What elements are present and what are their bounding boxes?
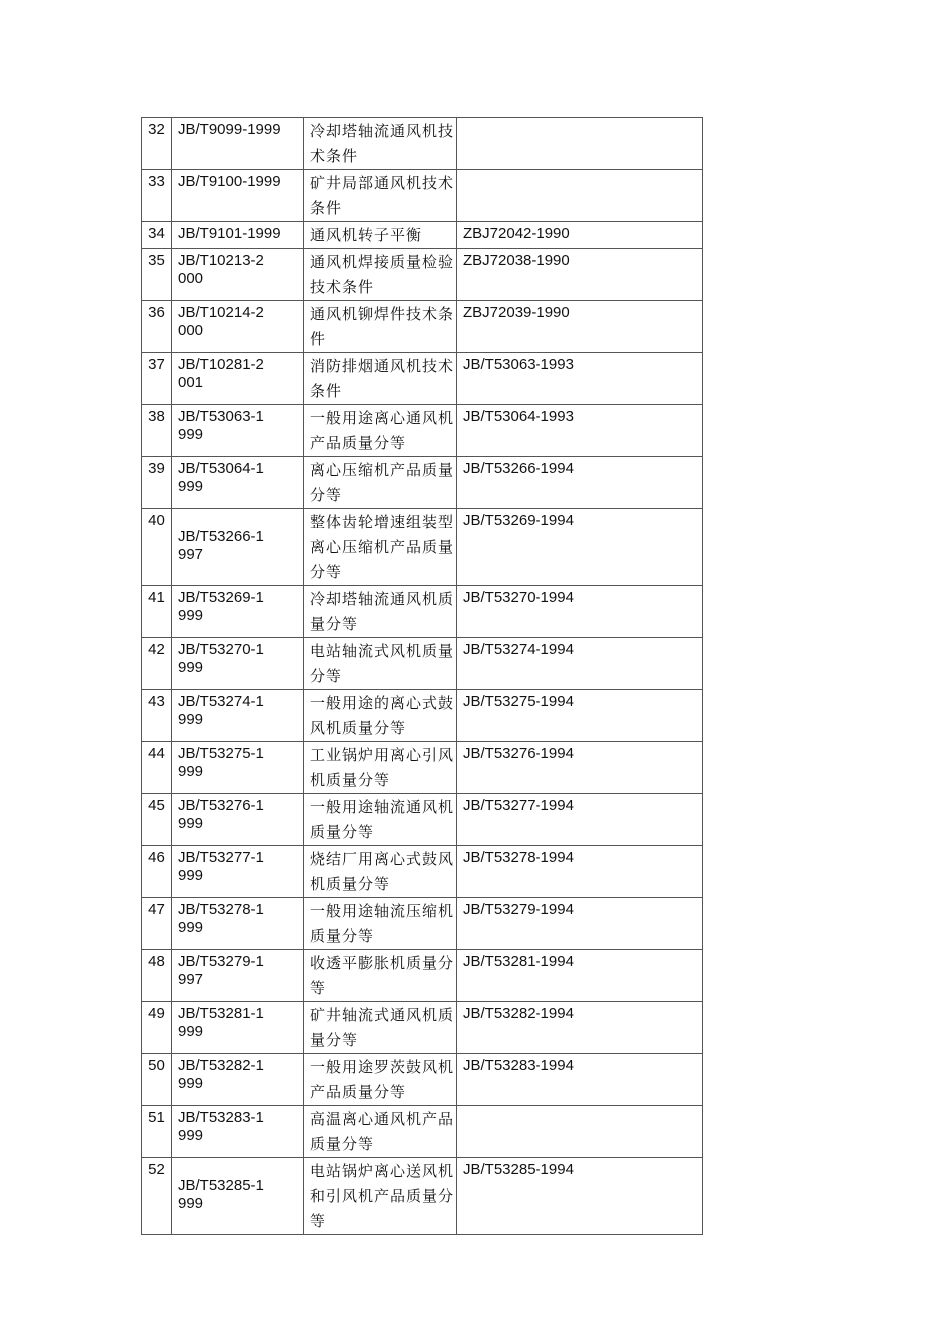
- standard-name-cell: [304, 586, 457, 638]
- row-number: 49: [148, 1005, 165, 1022]
- row-number-cell: [142, 794, 172, 846]
- row-number-cell: [142, 118, 172, 170]
- standard-name: 电站轴流式风机质量分等: [310, 642, 455, 685]
- standard-name-cell: [304, 1002, 457, 1054]
- standard-code: JB/T53063-1999: [178, 408, 264, 443]
- standards-table: [141, 117, 703, 1235]
- standards-table-body: [142, 118, 703, 1235]
- row-number-cell: [142, 742, 172, 794]
- row-number: 37: [148, 356, 165, 373]
- replaced-standard: ZBJ72038-1990: [463, 252, 570, 269]
- standard-code: JB/T10213-2000: [178, 252, 264, 287]
- replaced-standard: JB/T53270-1994: [463, 589, 574, 606]
- standard-code: JB/T53278-1999: [178, 901, 264, 936]
- standard-name-cell: [304, 457, 457, 509]
- standard-name: 一般用途轴流通风机质量分等: [310, 798, 455, 841]
- standard-name: 消防排烟通风机技术条件: [310, 357, 455, 400]
- row-number-cell: [142, 509, 172, 586]
- replaced-standard: JB/T53278-1994: [463, 849, 574, 866]
- row-number-cell: [142, 222, 172, 249]
- table-row: [142, 1054, 703, 1106]
- standard-code-cell: [172, 638, 304, 690]
- row-number: 43: [148, 693, 165, 710]
- standard-name-cell: [304, 1106, 457, 1158]
- replaced-standard: JB/T53063-1993: [463, 356, 574, 373]
- standard-name: 通风机转子平衡: [310, 226, 423, 244]
- replaced-standard-cell: [457, 457, 703, 509]
- row-number-cell: [142, 690, 172, 742]
- replaced-standard: JB/T53269-1994: [463, 512, 574, 529]
- table-row: [142, 1106, 703, 1158]
- replaced-standard-cell: [457, 170, 703, 222]
- replaced-standard: [463, 170, 702, 173]
- replaced-standard-cell: [457, 353, 703, 405]
- standard-code: JB/T53283-1999: [178, 1109, 264, 1144]
- table-row: [142, 353, 703, 405]
- row-number: 35: [148, 252, 165, 269]
- standard-code-cell: [172, 405, 304, 457]
- table-row: [142, 1002, 703, 1054]
- table-row: [142, 170, 703, 222]
- standard-name: 电站锅炉离心送风机和引风机产品质量分等: [310, 1162, 455, 1230]
- replaced-standard: JB/T53274-1994: [463, 641, 574, 658]
- row-number-cell: [142, 846, 172, 898]
- row-number: 44: [148, 745, 165, 762]
- standard-code-cell: [172, 586, 304, 638]
- standard-name-cell: [304, 794, 457, 846]
- replaced-standard-cell: [457, 118, 703, 170]
- standard-name-cell: [304, 1158, 457, 1235]
- table-row: [142, 638, 703, 690]
- row-number-cell: [142, 301, 172, 353]
- row-number: 47: [148, 901, 165, 918]
- row-number: 52: [148, 1161, 165, 1178]
- replaced-standard-cell: [457, 794, 703, 846]
- standard-name-cell: [304, 353, 457, 405]
- replaced-standard-cell: [457, 509, 703, 586]
- replaced-standard: [463, 118, 702, 121]
- standard-code: JB/T53064-1999: [178, 460, 264, 495]
- standard-name-cell: [304, 509, 457, 586]
- standard-name-cell: [304, 1054, 457, 1106]
- standard-name-cell: [304, 846, 457, 898]
- row-number-cell: [142, 249, 172, 301]
- standard-name-cell: [304, 118, 457, 170]
- row-number-cell: [142, 1002, 172, 1054]
- replaced-standard-cell: [457, 301, 703, 353]
- table-row: [142, 950, 703, 1002]
- standard-name-cell: [304, 742, 457, 794]
- standard-code-cell: [172, 222, 304, 249]
- replaced-standard: JB/T53266-1994: [463, 460, 574, 477]
- standard-code-cell: [172, 1106, 304, 1158]
- standard-code-cell: [172, 353, 304, 405]
- replaced-standard-cell: [457, 1106, 703, 1158]
- standard-code: JB/T9101-1999: [178, 225, 281, 242]
- row-number: 51: [148, 1109, 165, 1126]
- row-number-cell: [142, 405, 172, 457]
- standard-code-cell: [172, 457, 304, 509]
- table-row: [142, 742, 703, 794]
- standard-name-cell: [304, 690, 457, 742]
- row-number: 50: [148, 1057, 165, 1074]
- standard-name: 整体齿轮增速组装型离心压缩机产品质量分等: [310, 513, 455, 581]
- standard-name: 高温离心通风机产品质量分等: [310, 1110, 455, 1153]
- row-number-cell: [142, 353, 172, 405]
- replaced-standard-cell: [457, 1158, 703, 1235]
- standard-code-cell: [172, 1054, 304, 1106]
- replaced-standard-cell: [457, 742, 703, 794]
- replaced-standard: JB/T53283-1994: [463, 1057, 574, 1074]
- replaced-standard-cell: [457, 586, 703, 638]
- replaced-standard-cell: [457, 405, 703, 457]
- standard-name-cell: [304, 950, 457, 1002]
- row-number-cell: [142, 457, 172, 509]
- replaced-standard: [463, 1106, 702, 1109]
- standard-code: JB/T10281-2001: [178, 356, 264, 391]
- replaced-standard: ZBJ72042-1990: [463, 225, 570, 242]
- row-number: 38: [148, 408, 165, 425]
- replaced-standard: ZBJ72039-1990: [463, 304, 570, 321]
- standard-name-cell: [304, 222, 457, 249]
- standard-code-cell: [172, 249, 304, 301]
- row-number: 48: [148, 953, 165, 970]
- row-number: 40: [148, 512, 165, 529]
- row-number-cell: [142, 1106, 172, 1158]
- standard-name: 一般用途罗茨鼓风机产品质量分等: [310, 1058, 455, 1101]
- table-row: [142, 118, 703, 170]
- standard-code-cell: [172, 118, 304, 170]
- standard-name: 离心压缩机产品质量分等: [310, 461, 455, 504]
- standard-code-cell: [172, 690, 304, 742]
- standard-code: JB/T53281-1999: [178, 1005, 264, 1040]
- standard-name-cell: [304, 638, 457, 690]
- replaced-standard: JB/T53276-1994: [463, 745, 574, 762]
- row-number: 42: [148, 641, 165, 658]
- standard-name: 一般用途的离心式鼓风机质量分等: [310, 694, 455, 737]
- table-row: [142, 249, 703, 301]
- standard-code-cell: [172, 950, 304, 1002]
- table-row: [142, 301, 703, 353]
- row-number-cell: [142, 1054, 172, 1106]
- row-number-cell: [142, 170, 172, 222]
- replaced-standard-cell: [457, 846, 703, 898]
- row-number: 39: [148, 460, 165, 477]
- table-row: [142, 586, 703, 638]
- replaced-standard: JB/T53279-1994: [463, 901, 574, 918]
- standard-name-cell: [304, 898, 457, 950]
- standard-code: JB/T53279-1997: [178, 953, 264, 988]
- row-number: 34: [148, 225, 165, 242]
- standard-name-cell: [304, 301, 457, 353]
- standard-code: JB/T10214-2000: [178, 304, 264, 339]
- standard-code: JB/T53274-1999: [178, 693, 264, 728]
- standard-code: JB/T9100-1999: [178, 173, 281, 190]
- replaced-standard-cell: [457, 638, 703, 690]
- standard-name: 烧结厂用离心式鼓风机质量分等: [310, 850, 455, 893]
- standard-name: 通风机焊接质量检验技术条件: [310, 253, 455, 296]
- standard-code-cell: [172, 846, 304, 898]
- table-row: [142, 405, 703, 457]
- standard-name-cell: [304, 249, 457, 301]
- row-number-cell: [142, 586, 172, 638]
- standard-code: JB/T53276-1999: [178, 797, 264, 832]
- standard-code: JB/T9099-1999: [178, 121, 281, 138]
- replaced-standard: JB/T53277-1994: [463, 797, 574, 814]
- standard-code-cell: [172, 301, 304, 353]
- standard-name: 冷却塔轴流通风机质量分等: [310, 590, 455, 633]
- standard-name: 矿井轴流式通风机质量分等: [310, 1006, 455, 1049]
- standard-name: 工业锅炉用离心引风机质量分等: [310, 746, 455, 789]
- standard-code-cell: [172, 170, 304, 222]
- standard-code-cell: [172, 1002, 304, 1054]
- row-number-cell: [142, 950, 172, 1002]
- standard-name: 矿井局部通风机技术条件: [310, 174, 455, 217]
- table-row: [142, 898, 703, 950]
- replaced-standard: JB/T53285-1994: [463, 1161, 574, 1178]
- replaced-standard: JB/T53282-1994: [463, 1005, 574, 1022]
- standard-code: JB/T53269-1999: [178, 589, 264, 624]
- row-number-cell: [142, 1158, 172, 1235]
- replaced-standard-cell: [457, 950, 703, 1002]
- table-row: [142, 1158, 703, 1235]
- table-row: [142, 794, 703, 846]
- standard-code: JB/T53275-1999: [178, 745, 264, 780]
- standard-code: JB/T53282-1999: [178, 1057, 264, 1092]
- standard-code-cell: [172, 509, 304, 586]
- row-number: 32: [148, 121, 165, 138]
- table-row: [142, 222, 703, 249]
- standard-name-cell: [304, 405, 457, 457]
- table-row: [142, 457, 703, 509]
- standard-name: 一般用途轴流压缩机质量分等: [310, 902, 455, 945]
- row-number-cell: [142, 638, 172, 690]
- table-row: [142, 509, 703, 586]
- table-row: [142, 690, 703, 742]
- standard-name: 通风机铆焊件技术条件: [310, 305, 455, 348]
- replaced-standard-cell: [457, 249, 703, 301]
- replaced-standard-cell: [457, 1002, 703, 1054]
- replaced-standard-cell: [457, 690, 703, 742]
- replaced-standard-cell: [457, 1054, 703, 1106]
- standard-name-cell: [304, 170, 457, 222]
- row-number: 45: [148, 797, 165, 814]
- replaced-standard: JB/T53064-1993: [463, 408, 574, 425]
- standard-code: JB/T53270-1999: [178, 641, 264, 676]
- row-number: 41: [148, 589, 165, 606]
- standard-name: 一般用途离心通风机产品质量分等: [310, 409, 455, 452]
- standard-name: 冷却塔轴流通风机技术条件: [310, 122, 455, 165]
- standard-code-cell: [172, 794, 304, 846]
- standard-code: JB/T53277-1999: [178, 849, 264, 884]
- standard-code-cell: [172, 898, 304, 950]
- row-number: 46: [148, 849, 165, 866]
- replaced-standard: JB/T53275-1994: [463, 693, 574, 710]
- row-number-cell: [142, 898, 172, 950]
- standard-code: JB/T53266-1997: [178, 528, 264, 563]
- standard-code-cell: [172, 742, 304, 794]
- replaced-standard: JB/T53281-1994: [463, 953, 574, 970]
- replaced-standard-cell: [457, 222, 703, 249]
- standard-name: 收透平膨胀机质量分等: [310, 954, 455, 997]
- row-number: 36: [148, 304, 165, 321]
- table-row: [142, 846, 703, 898]
- replaced-standard-cell: [457, 898, 703, 950]
- row-number: 33: [148, 173, 165, 190]
- standard-code-cell: [172, 1158, 304, 1235]
- standard-code: JB/T53285-1999: [178, 1177, 264, 1212]
